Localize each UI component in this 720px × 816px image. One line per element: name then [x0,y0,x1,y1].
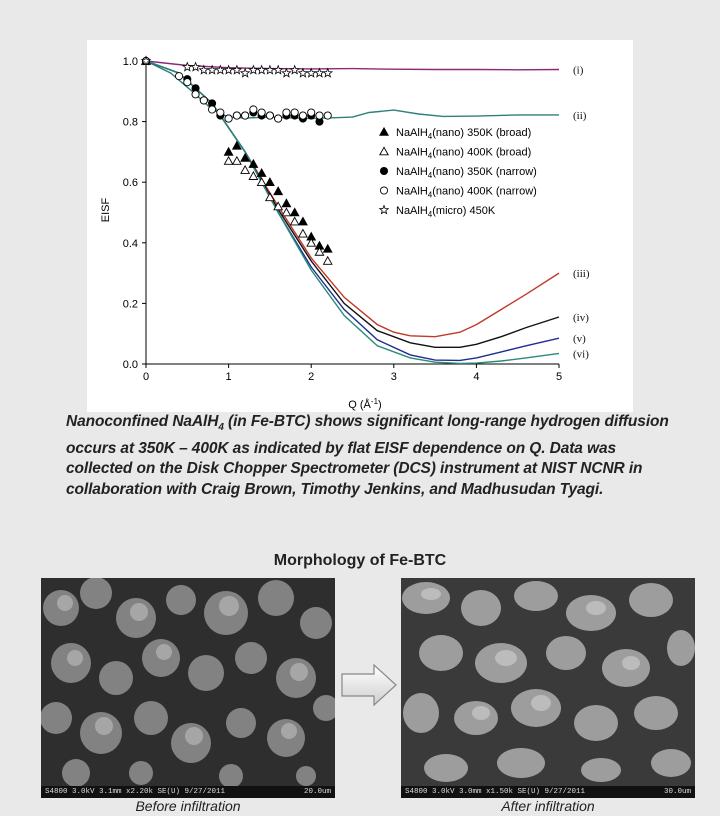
data-point [257,169,265,177]
x-tick-label: 1 [225,371,232,383]
data-point [266,66,275,74]
data-point [175,73,182,80]
data-point [183,63,192,71]
y-tick-label: 0.0 [122,359,138,371]
data-point [308,109,315,116]
data-point [290,217,298,225]
sem-micrograph-before [41,578,335,786]
data-point [249,66,258,74]
sem-scale-before: 20.0um [303,788,331,796]
sem-micrograph-after [401,578,695,786]
data-point [233,112,240,119]
eisf-chart [87,40,633,412]
data-point [257,66,266,74]
x-tick-label: 0 [142,371,150,383]
sem-info-bar-before: S4800 3.0kV 3.1mm x2.20k SE(U) 9/27/2011 [41,786,335,798]
curve-label: (vi) [573,348,589,361]
data-point [184,79,191,86]
eisf-chart-panel [87,40,633,412]
right-arrow-icon [340,663,398,707]
sem-image-before [41,578,335,798]
data-point [242,112,249,119]
sem-scale-after: 30.0um [663,788,691,796]
legend-marker [380,128,388,136]
data-point [266,112,273,119]
data-point [274,187,282,195]
data-point [225,115,232,122]
data-point [299,69,308,77]
curve-label: (iii) [573,268,590,281]
data-point [208,106,215,113]
data-point [191,63,200,71]
sem-info-bar-after: S4800 3.0kV 3.0mm x1.50k SE(U) 9/27/2011 [401,786,695,798]
x-tick-label: 5 [555,371,563,383]
legend-label: NaAlH$_4$(nano) 400K (narrow) [396,185,537,200]
data-point [217,109,224,116]
legend-label: NaAlH$_4$(micro) 450K [396,205,496,219]
data-point [266,178,274,186]
y-axis-label: EISF [100,197,112,223]
curve-label: (iv) [573,312,589,325]
data-point [250,106,257,113]
data-point [315,69,324,77]
y-tick-label: 0.2 [122,298,138,311]
y-tick-label: 0.6 [122,177,138,190]
y-tick-label: 0.4 [122,237,138,250]
curve-label: (ii) [573,109,587,122]
legend-marker [380,147,388,155]
data-point [324,257,332,265]
data-point [224,66,233,74]
data-point [241,69,250,77]
data-point [258,109,265,116]
y-tick-label: 1.0 [122,56,138,68]
data-point [324,245,332,253]
data-point [316,112,323,119]
caption-after: After infiltration [501,798,595,814]
curve-label: (i) [573,64,584,77]
data-point [299,112,306,119]
data-point [299,230,307,238]
legend-label: NaAlH$_4$(nano) 400K (broad) [396,146,532,161]
data-point [282,69,291,77]
sem-image-after [401,578,695,798]
curve-label: (v) [573,333,586,346]
caption-before: Before infiltration [135,798,241,814]
data-point [224,148,232,156]
data-point [323,69,332,77]
x-tick-label: 4 [473,371,480,383]
data-point [282,199,290,207]
legend-label: NaAlH$_4$(nano) 350K (broad) [396,127,532,141]
data-point [241,166,249,174]
data-point [290,208,298,216]
data-point [192,91,199,98]
x-tick-label: 3 [390,371,397,383]
x-tick-label: 2 [308,371,315,383]
data-point [324,112,331,119]
data-point [275,115,282,122]
x-axis-label: Q $(Å^{-1})$ [348,397,382,411]
data-point [257,178,265,186]
data-point [291,109,298,116]
data-point [290,66,299,74]
morphology-title: Morphology of Fe-BTC [273,552,447,569]
data-point [233,157,241,165]
y-tick-label: 0.8 [122,116,138,129]
data-point [282,208,290,216]
data-point [200,97,207,104]
data-point [283,109,290,116]
figure-caption: Nanoconfined NaAlH$_4$ (in Fe-BTC) shows significant long-range hydrogen diffusion occurs at 350K – 400K as indicated by flat EISF dependence on Q. Data was collected on the Disk Chopper Spectrometer (DCS) instrument at NIST NCNR in collaboration with Craig Brown, Timothy Jenkins, and Madhusudan Tyagi. [66,413,669,498]
legend-marker [380,206,389,214]
legend-label: NaAlH$_4$(nano) 350K (narrow) [396,166,537,180]
data-point [233,142,241,150]
legend-marker [380,187,387,194]
curve-iii [146,61,559,337]
data-point [233,66,242,74]
data-point [224,157,232,165]
data-point [299,217,307,225]
data-point [274,66,283,74]
legend-marker [380,167,387,174]
data-point [307,69,316,77]
